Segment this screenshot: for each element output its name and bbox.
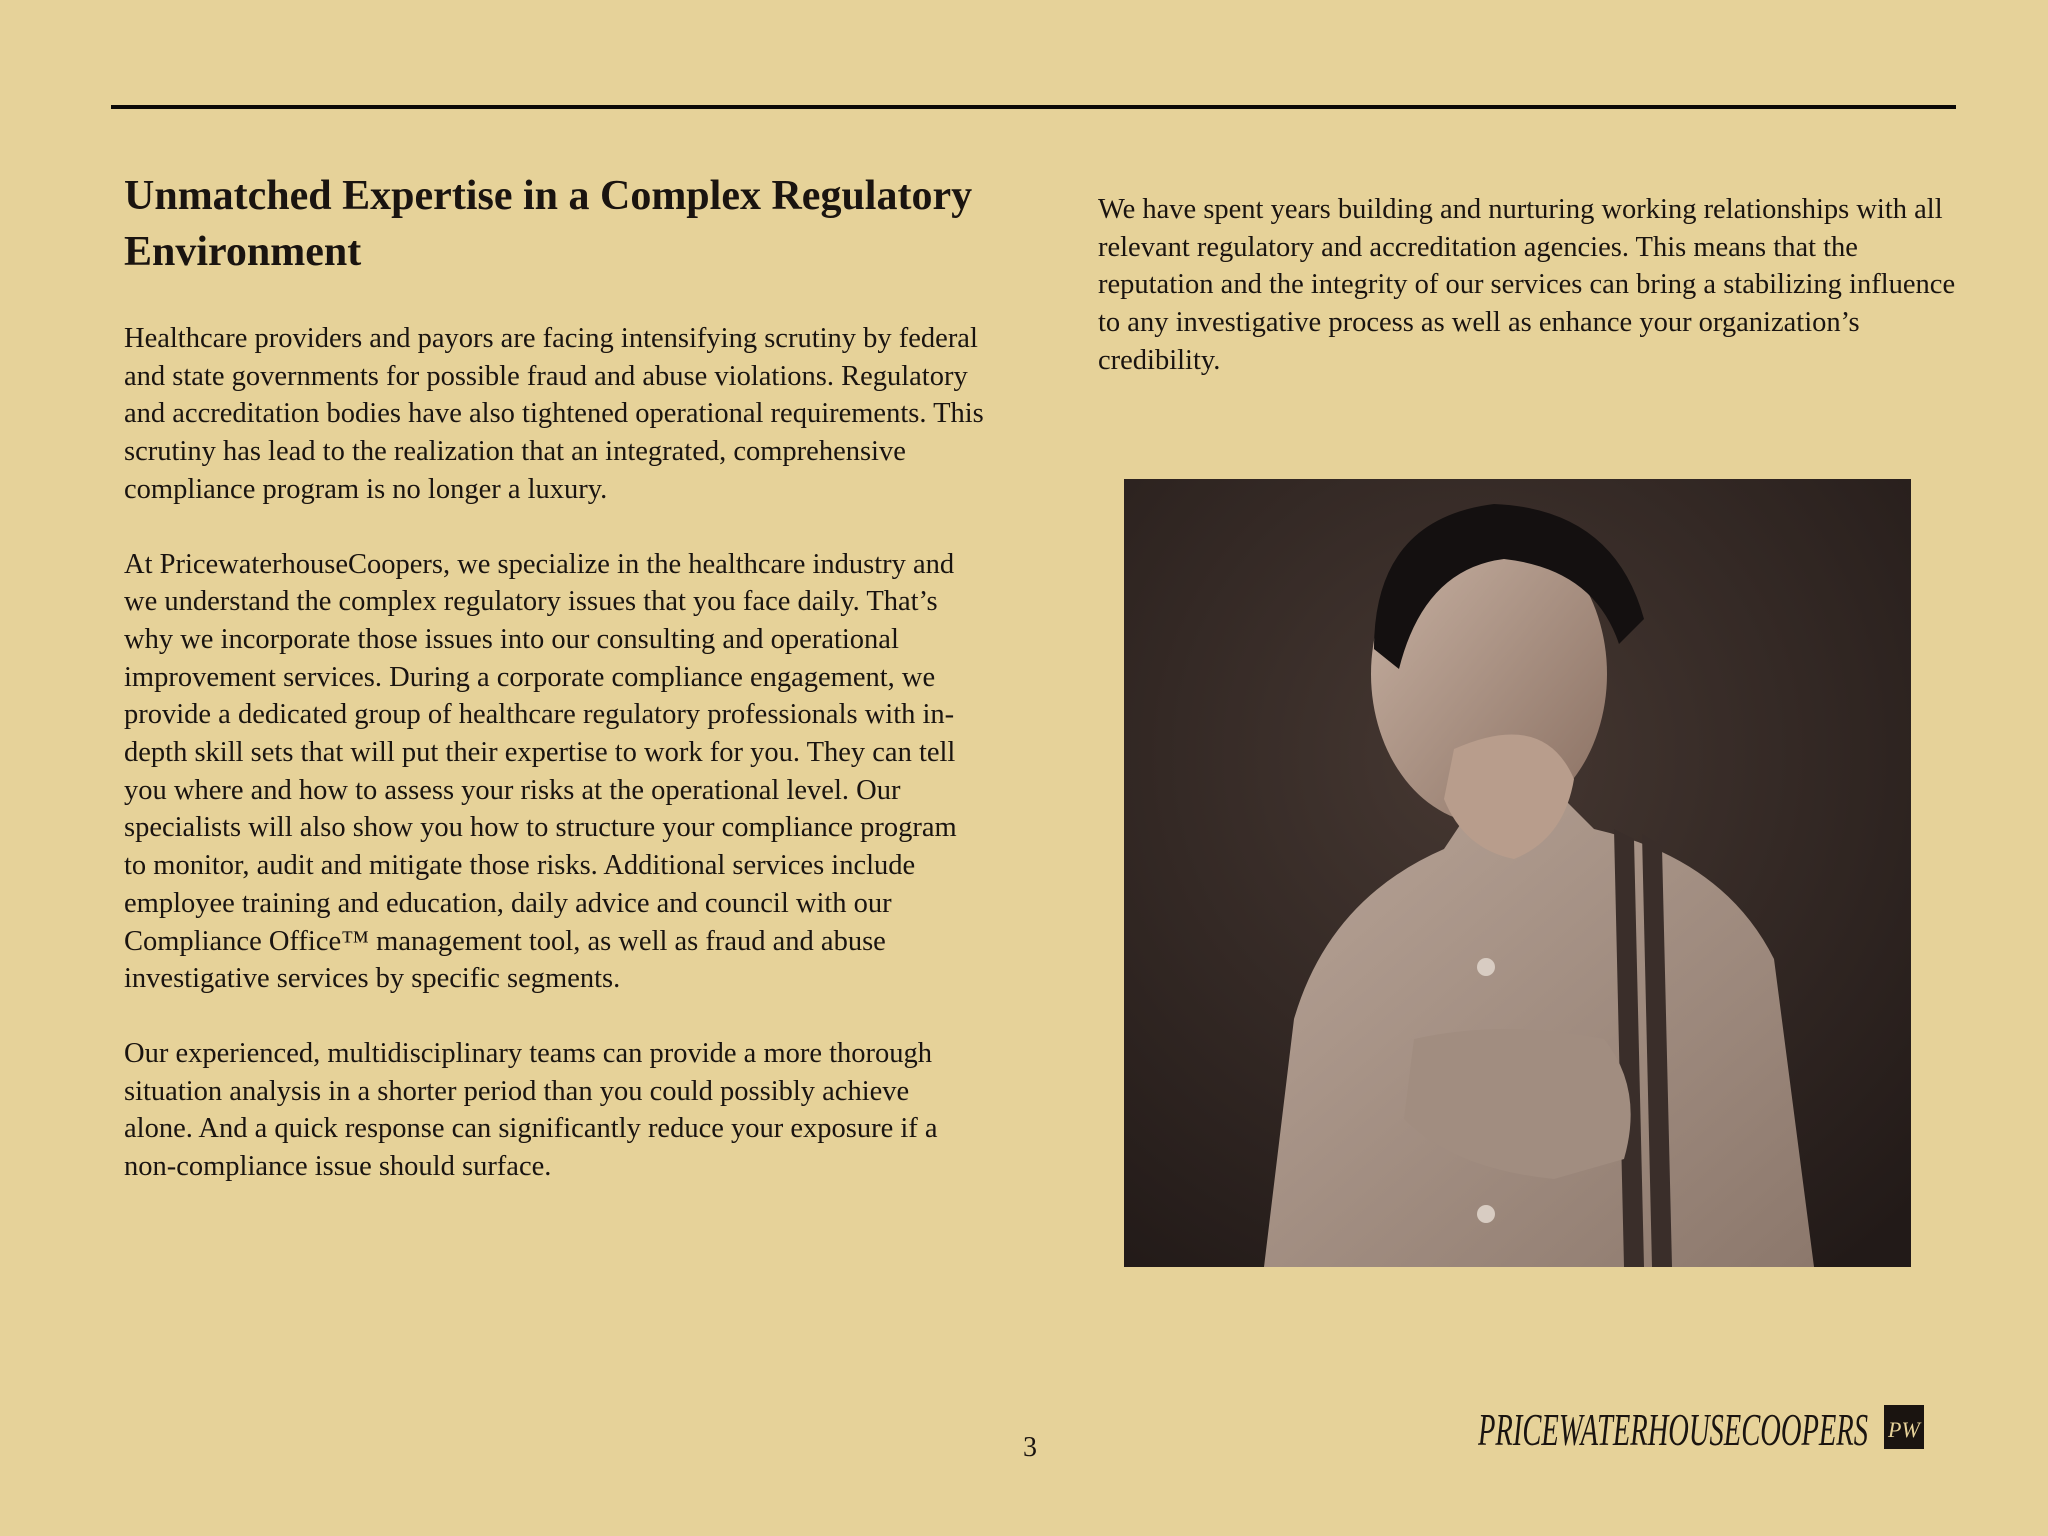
portrait-photo <box>1124 479 1911 1267</box>
right-column <box>1098 191 1958 380</box>
page-heading: Unmatched Expertise in a Complex Regulatory Environment <box>124 173 973 275</box>
svg-text:PW: PW <box>1888 1417 1920 1442</box>
paragraph-relationships: We have spent years building and nurturing working relationships with all relevant regulatory and accreditation agencies. This means that the reputation and the integrity of our services can bring a stabilizing influence to any investigative process as well as enhance your organization’s credibility. <box>1098 194 1956 376</box>
svg-text:PRICEWATERHOUSECOOPERS: PRICEWATERHOUSECOOPERS <box>1478 1404 1868 1455</box>
paragraph-specialization: At PricewaterhouseCoopers, we specialize in the healthcare industry and we understand the complex regulatory issues that you face daily. That’s why we incorporate those issues into our consulting and operational improvement services. During a corporate compliance engagement, we provide a dedicated group of healthcare regulatory professionals with in-depth skill sets that will put their expertise to work for you. They can tell you where and how to assess your risks at the operational level. Our specialists will also show you how to structure your compliance program to monitor, audit and mitigate those risks. Additional services include employee training and education, daily advice and council with our Compliance Office™ management tool, as well as fraud and abuse investigative services by specific segments. <box>124 548 957 995</box>
top-rule <box>111 105 1956 109</box>
page-number: 3 <box>1023 1432 1037 1463</box>
paragraph-teams: Our experienced, multidisciplinary teams can provide a more thorough situation analysis in a shorter period than you could possibly achieve alone. And a quick response can significantly reduce your exposure if a non-compliance issue should surface. <box>124 1037 938 1183</box>
paragraph-scrutiny: Healthcare providers and payors are facing intensifying scrutiny by federal and state governments for possible fraud and abuse violations. Regulatory and accreditation bodies have also tightened operational requirements. This scrutiny has lead to the realization that an integrated, comprehensive compliance program is no longer a luxury. <box>124 323 984 505</box>
pricewaterhousecoopers-logo <box>1478 1397 1926 1457</box>
left-column <box>124 168 984 1223</box>
